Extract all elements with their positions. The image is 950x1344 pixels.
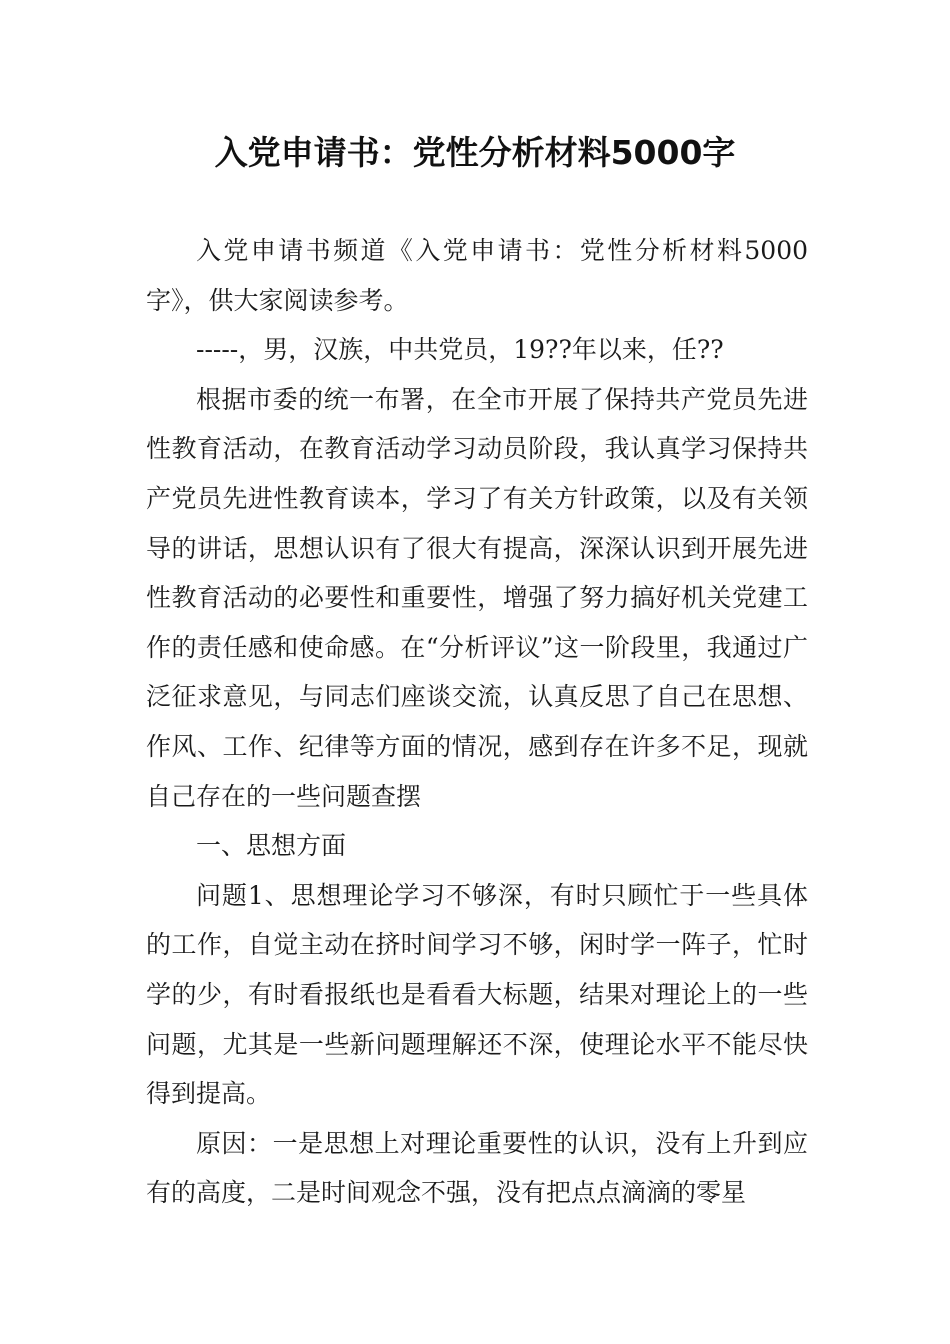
document-title: 入党申请书：党性分析材料5000字 <box>214 133 736 172</box>
paragraph-intro: 入党申请书频道《入党申请书：党性分析材料5000字》，供大家阅读参考。 <box>146 236 808 315</box>
section-heading-thought: 一、思想方面 <box>196 831 347 861</box>
paragraph-profile: -----，男，汉族，中共党员，19??年以来，任?? <box>196 335 724 365</box>
paragraph-reason: 原因：一是思想上对理论重要性的认识，没有上升到应有的高度，二是时间观念不强，没有把点点滴滴的零星 <box>146 1128 808 1208</box>
paragraph-background: 根据市委的统一布署，在全市开展了保持共产党员先进性教育活动，在教育活动学习动员阶段，我认真学习保持共产党员先进性教育读本，学习了有关方针政策，以及有关领导的讲话，思想认识有了很大有提高，深深认识到开展先进性教育活动的必要性和重要性，增强了努力搞好机关党建工作的责任感和使命感。在“分析评议”这一阶段里，我通过广泛征求意见，与同志们座谈交流，认真反思了自己在思想、作风、工作、纪律等方面的情况，感到存在许多不足，现就自己存在的一些问题查摆 <box>146 384 808 811</box>
paragraph-problem-1: 问题1、思想理论学习不够深，有时只顾忙于一些具体的工作，自觉主动在挤时间学习不够，闲时学一阵子，忙时学的少，有时看报纸也是看看大标题，结果对理论上的一些问题，尤其是一些新问题理解还不深，使理论水平不能尽快得到提高。 <box>146 880 808 1109</box>
document-body <box>146 226 808 1218</box>
